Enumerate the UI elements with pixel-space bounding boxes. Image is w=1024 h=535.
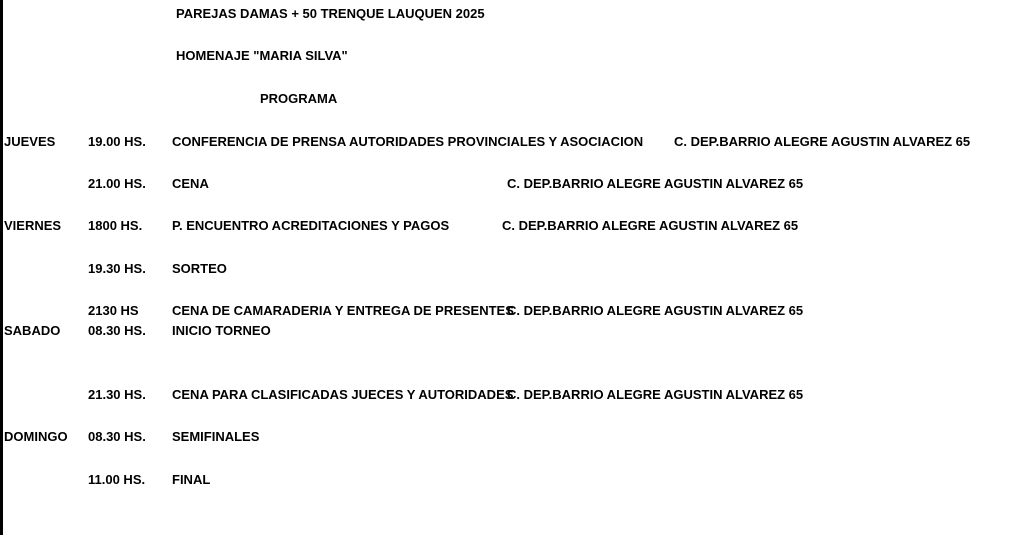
event-label: SEMIFINALES [172,429,260,444]
day-label: JUEVES [4,134,56,149]
day-label: VIERNES [4,218,62,233]
time-label: 1800 HS. [88,218,143,233]
event-label: P. ENCUENTRO ACREDITACIONES Y PAGOS [172,218,450,233]
venue-label: C. DEP.BARRIO ALEGRE AGUSTIN ALVAREZ 65 [507,303,804,318]
event-label: CENA PARA CLASIFICADAS JUECES Y AUTORIDADES [172,387,514,402]
event-label: CENA [172,176,209,191]
day-label: DOMINGO [4,429,68,444]
time-label: 21.00 HS. [88,176,146,191]
document-subtitle: HOMENAJE "MARIA SILVA" [176,48,348,63]
time-label: 19.00 HS. [88,134,146,149]
day-label: SABADO [4,323,61,338]
time-label: 11.00 HS. [88,472,146,487]
venue-label: C. DEP.BARRIO ALEGRE AGUSTIN ALVAREZ 65 [502,218,799,233]
event-label: CONFERENCIA DE PRENSA AUTORIDADES PROVINCIALES Y ASOCIACION [172,134,644,149]
venue-label: C. DEP.BARRIO ALEGRE AGUSTIN ALVAREZ 65 [507,387,804,402]
time-label: 19.30 HS. [88,261,146,276]
event-label: CENA DE CAMARADERIA Y ENTREGA DE PRESENTES [172,303,514,318]
event-label: SORTEO [172,261,227,276]
left-border [0,0,3,535]
event-label: INICIO TORNEO [172,323,271,338]
time-label: 08.30 HS. [88,323,146,338]
time-label: 2130 HS [88,303,139,318]
event-label: FINAL [172,472,211,487]
section-heading: PROGRAMA [260,91,338,106]
document-title: PAREJAS DAMAS + 50 TRENQUE LAUQUEN 2025 [176,6,485,21]
time-label: 21.30 HS. [88,387,146,402]
venue-label: C. DEP.BARRIO ALEGRE AGUSTIN ALVAREZ 65 [674,134,971,149]
venue-label: C. DEP.BARRIO ALEGRE AGUSTIN ALVAREZ 65 [507,176,804,191]
time-label: 08.30 HS. [88,429,146,444]
